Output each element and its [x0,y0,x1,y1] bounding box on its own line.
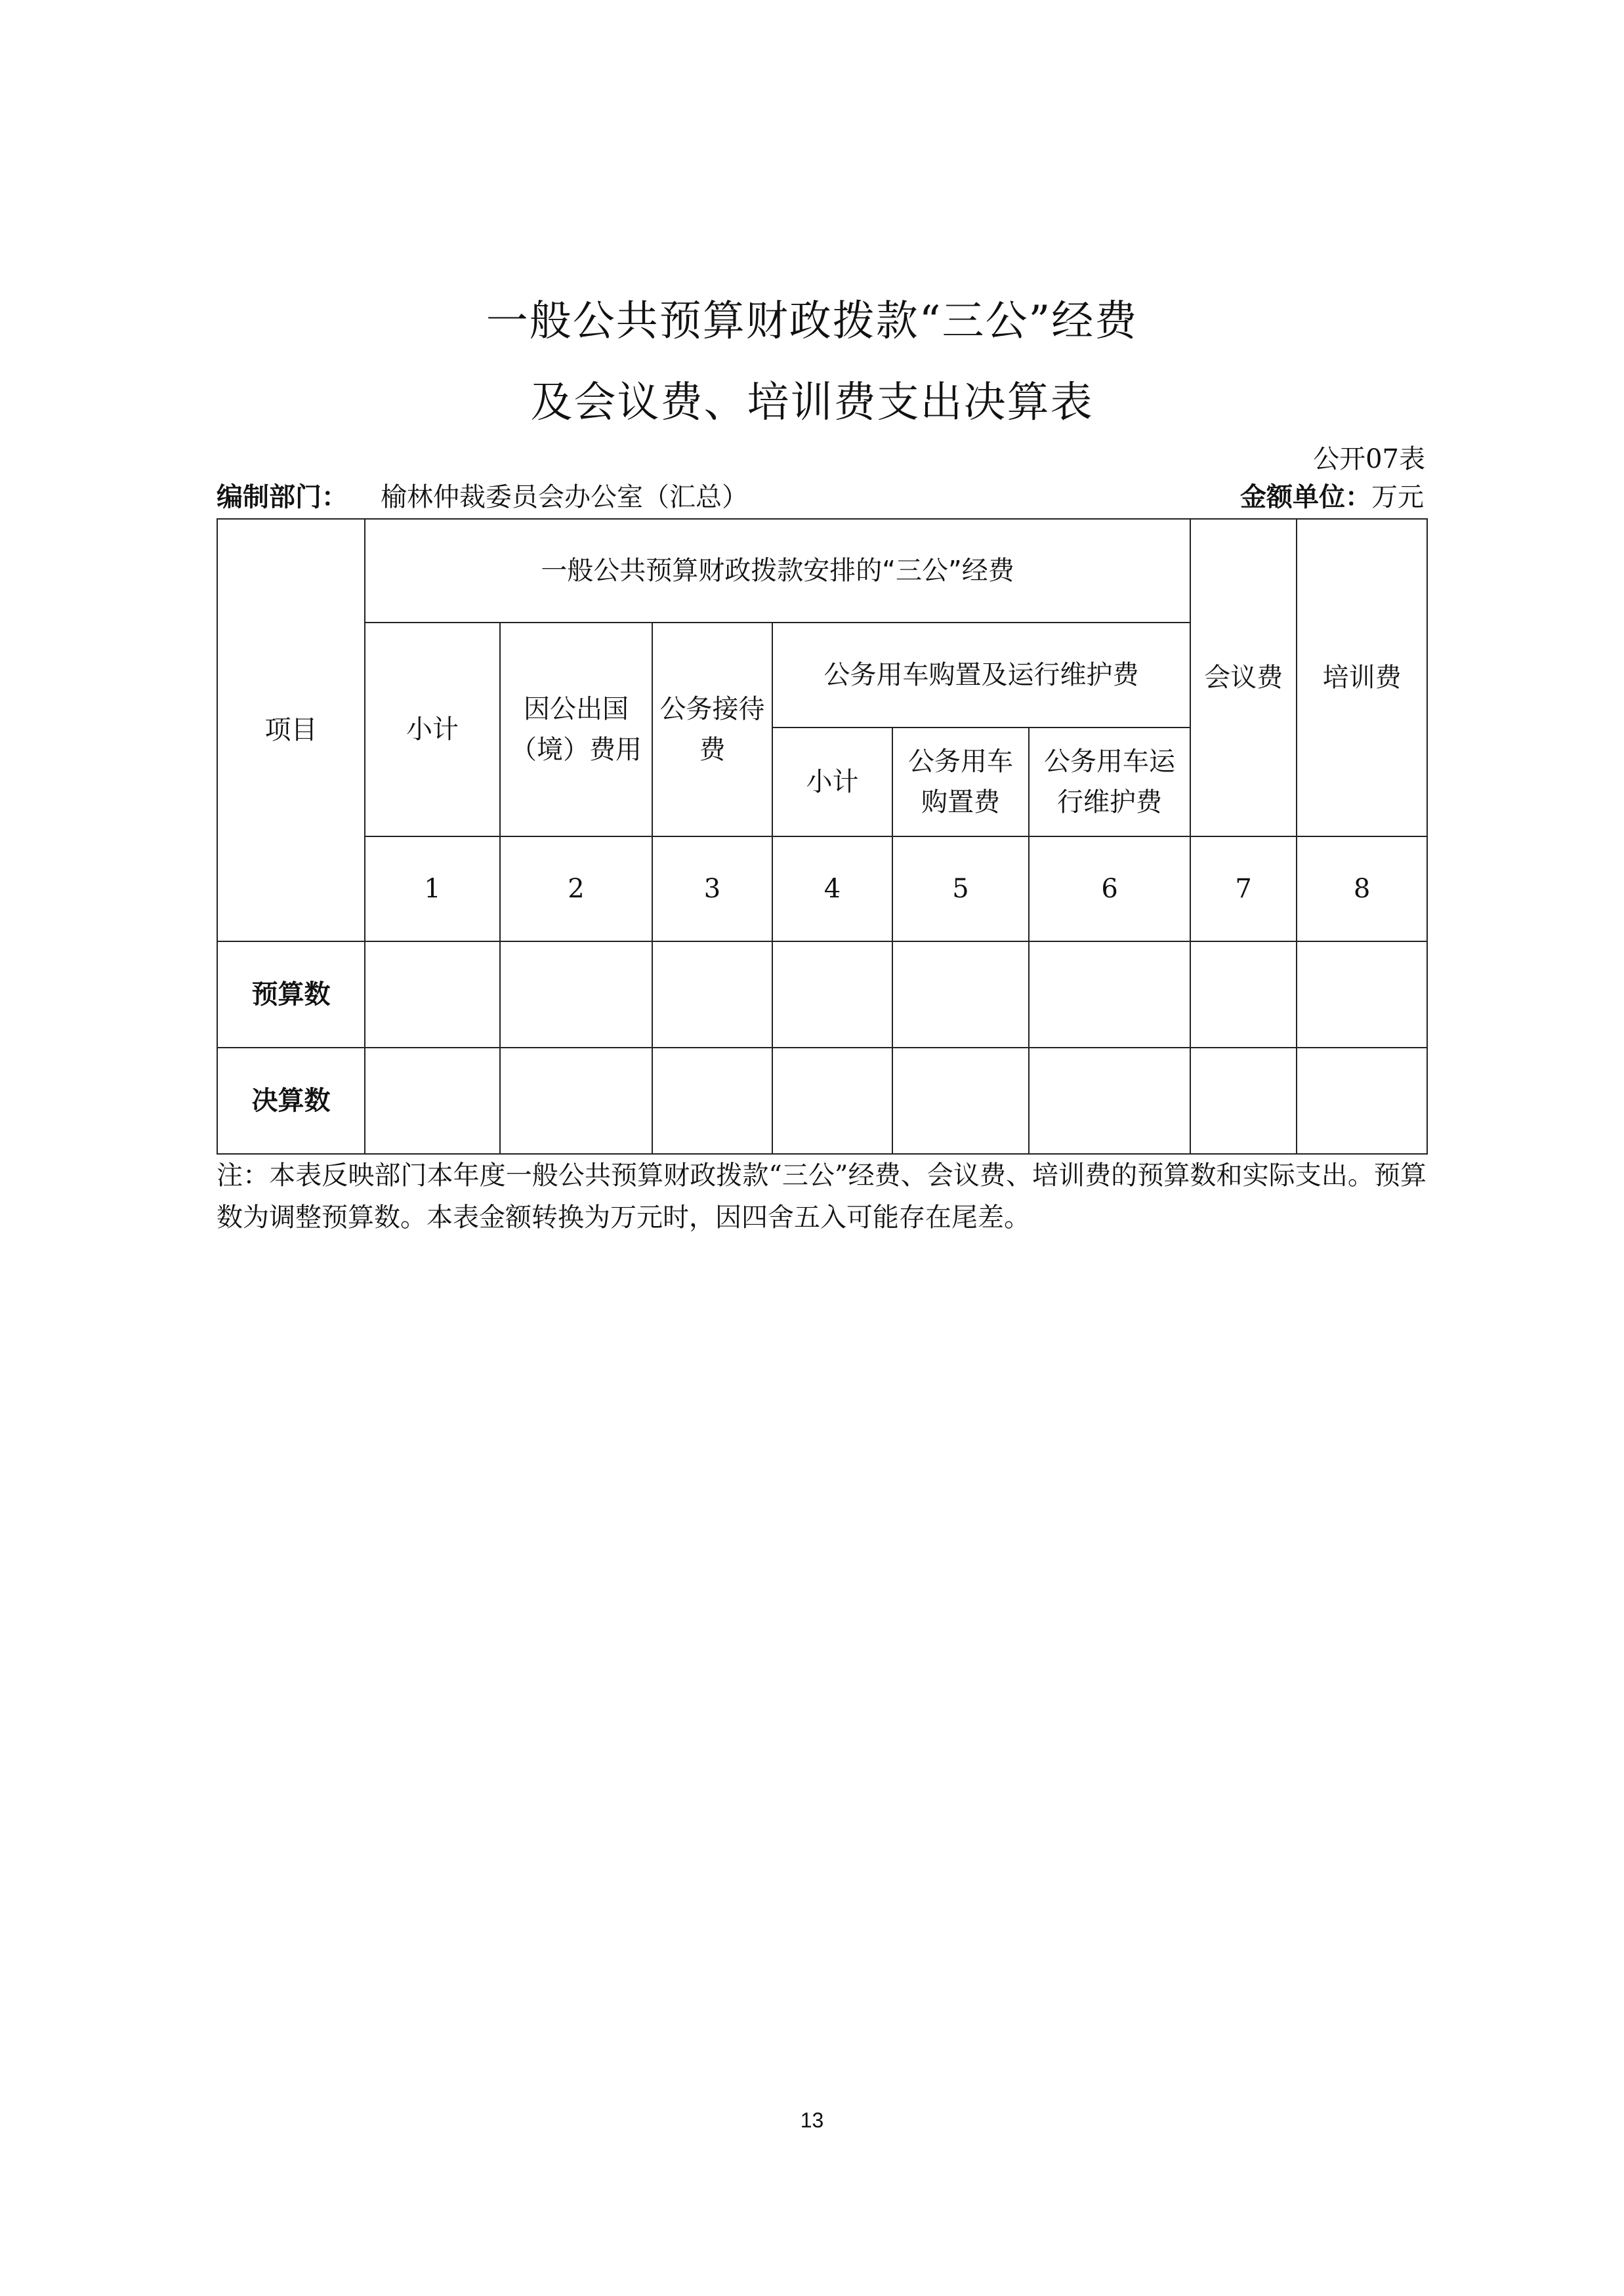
column-number: 4 [772,836,892,941]
department-value: 榆林仲裁委员会办公室（汇总） [381,482,748,512]
table-cell [1190,941,1297,1048]
table-cell [772,941,892,1048]
table-cell [892,941,1029,1048]
header-reception: 公务接待费 [652,623,772,836]
header-training: 培训费 [1297,519,1427,836]
table-cell [892,1048,1029,1154]
header-item: 项目 [217,519,365,941]
column-number: 6 [1029,836,1190,941]
report-title-line1: 一般公共预算财政拨款“三公”经费 [486,297,1138,346]
amount-unit-info [1240,476,1424,514]
table-row [217,1048,1427,1154]
table-cell [1297,941,1427,1048]
header-sangong-group: 一般公共预算财政拨款安排的“三公”经费 [365,519,1190,623]
table-cell [652,941,772,1048]
header-meeting: 会议费 [1190,519,1297,836]
table-cell [500,941,652,1048]
column-number: 1 [365,836,500,941]
header-subtotal: 小计 [365,623,500,836]
header-vehicle-maintenance: 公务用车运行维护费 [1029,728,1190,836]
report-title-line2: 及会议费、培训费支出决算表 [530,379,1094,427]
table-cell [1029,1048,1190,1154]
table-note: 注：本表反映部门本年度一般公共预算财政拨款“三公”经费、会议费、培训费的预算数和实际支出。预算数为调整预算数。本表金额转换为万元时，因四舍五入可能存在尾差。 [217,1160,1426,1233]
header-vehicle-group: 公务用车购置及运行维护费 [772,623,1190,728]
column-number: 7 [1190,836,1297,941]
amount-unit-label: 金额单位： [1240,482,1371,512]
department-label: 编制部门： [217,482,348,512]
table-cell [652,1048,772,1154]
table-row [217,941,1427,1048]
table-cell [365,1048,500,1154]
column-number: 2 [500,836,652,941]
column-number: 3 [652,836,772,941]
table-cell [1029,941,1190,1048]
expenditure-table [217,518,1428,1155]
column-number: 5 [892,836,1029,941]
table-cell [1297,1048,1427,1154]
header-vehicle-purchase: 公务用车购置费 [892,728,1029,836]
table-cell [365,941,500,1048]
table-cell [772,1048,892,1154]
column-number: 8 [1297,836,1427,941]
row-label-final: 决算数 [217,1048,365,1154]
amount-unit-value: 万元 [1371,482,1424,512]
header-abroad: 因公出国（境）费用 [500,623,652,836]
row-label-budget: 预算数 [217,941,365,1048]
form-number: 公开07表 [1313,444,1425,474]
header-vehicle-subtotal: 小计 [772,728,892,836]
department-info [217,476,748,514]
table-cell [1190,1048,1297,1154]
table-cell [500,1048,652,1154]
page-number: 13 [800,2108,824,2132]
